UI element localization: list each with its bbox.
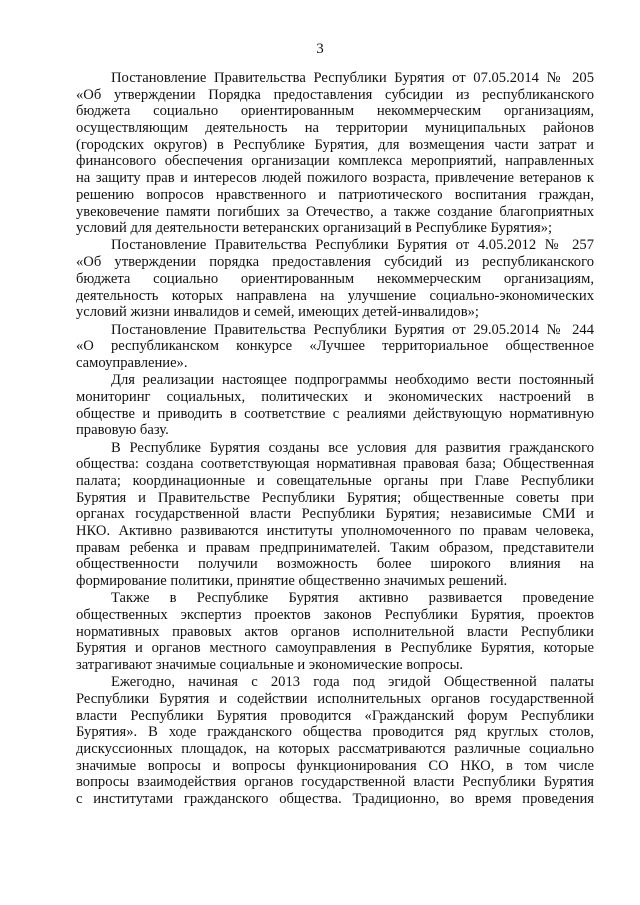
text-line: формирование политики, принятие общественно значимых решений. xyxy=(76,573,508,589)
text-line: мониторинг социальных, политических и экономических настроений в xyxy=(76,388,594,405)
text-line: палата; координационные и совещательные органы при Главе Республики xyxy=(76,472,594,489)
text-line: правовую базу. xyxy=(76,422,169,439)
text-line: В Республике Бурятия созданы все условия для развития гражданского xyxy=(111,439,594,456)
paragraph xyxy=(76,590,594,673)
text-line: Также в Республике Бурятия активно развивается проведение xyxy=(111,590,594,607)
text-line: НКО. Активно развиваются институты уполномоченного по правам человека, xyxy=(76,522,594,539)
text-line: условий жизни инвалидов и семей, имеющих детей-инвалидов»; xyxy=(76,304,479,321)
text-line: условий для деятельности ветеранских организаций в Республике Бурятия»; xyxy=(76,220,553,237)
text-line: общественности получили возможность более широкого влияния на xyxy=(76,556,594,573)
text-line: обществе и приводить в соответствие с реалиями действующую нормативную xyxy=(76,405,594,422)
text-line: власти Республики Бурятия проводится «Гражданский форум Республики xyxy=(76,707,594,724)
text-line: Постановление Правительства Республики Бурятия от 4.05.2012 № 257 xyxy=(111,237,594,254)
text-line: Республики Бурятия и содействии исполнительных органов государственной xyxy=(76,691,594,707)
text-line: увековечение памяти погибших за Отечество, а также создание благоприятных xyxy=(76,203,594,220)
paragraph xyxy=(76,322,594,372)
text-line: деятельность которых направлена на улучшение социально-экономических xyxy=(76,287,594,304)
text-line: решению вопросов нравственного и патриотического воспитания граждан, xyxy=(76,186,594,203)
text-line: вопросы взаимодействия органов государственной власти Республики Бурятия xyxy=(76,774,594,791)
text-line: дискуссионных площадок, на которых рассматриваются различные социально xyxy=(76,741,594,758)
text-line: Бурятия и Правительстве Республики Бурятия; общественные советы при xyxy=(76,489,594,506)
text-line: затрагивают значимые социальные и экономические вопросы. xyxy=(76,657,464,674)
text-line: «Об утверждении порядка предоставления субсидий из республиканского xyxy=(76,254,594,271)
text-line: осуществляющим деятельность на территории муниципальных районов xyxy=(76,120,594,137)
paragraph xyxy=(76,70,594,237)
text-line: финансового обеспечения организации комплекса мероприятий, направленных xyxy=(76,153,594,170)
text-line: самоуправление». xyxy=(76,354,188,371)
text-line: Бурятия». В ходе гражданского общества проводится ряд круглых столов, xyxy=(76,724,594,741)
text-line: правам ребенка и правам предпринимателей. Таким образом, представители xyxy=(76,539,594,556)
page-number: 3 xyxy=(316,41,324,57)
text-line: с институтами гражданского общества. Традиционно, во время проведения xyxy=(76,791,594,808)
paragraph xyxy=(76,237,594,320)
paragraph xyxy=(76,440,594,590)
paragraph xyxy=(76,372,594,439)
text-line: бюджета социально ориентированным некоммерческим организациям, xyxy=(76,270,594,287)
text-line: органах государственной власти Республики Бурятия; независимые СМИ и xyxy=(76,506,594,523)
text-line: Для реализации настоящее подпрограммы необходимо вести постоянный xyxy=(111,372,594,389)
text-line: бюджета социально ориентированным некоммерческим организациям, xyxy=(76,103,594,120)
text-line: «О республиканском конкурсе «Лучшее территориальное общественное xyxy=(76,338,594,355)
text-line: (городских округов) в Республике Бурятия, для возмещения части затрат и xyxy=(76,136,594,153)
text-line: Ежегодно, начиная с 2013 года под эгидой Общественной палаты xyxy=(111,674,594,691)
paragraph xyxy=(76,674,594,808)
text-line: «Об утверждении Порядка предоставления субсидии из республиканского xyxy=(76,86,594,103)
document-body xyxy=(76,70,594,808)
text-line: Бурятия и органов местного самоуправления в Республике Бурятия, которые xyxy=(76,640,594,657)
text-line: нормативных правовых актов органов исполнительной власти Республики xyxy=(76,623,594,640)
text-line: общественных экспертиз проектов законов Республики Бурятия, проектов xyxy=(76,606,594,623)
text-line: на защиту прав и интересов людей пожилого возраста, привлечение ветеранов к xyxy=(76,170,594,187)
text-line: значимые вопросы и вопросы функционирования СО НКО, в том числе xyxy=(76,757,594,774)
text-line: Постановление Правительства Республики Бурятия от 29.05.2014 № 244 xyxy=(111,321,594,338)
text-line: общества: создана соответствующая нормативная правовая база; Общественная xyxy=(76,456,594,473)
text-line: Постановление Правительства Республики Бурятия от 07.05.2014 № 205 xyxy=(111,70,594,86)
